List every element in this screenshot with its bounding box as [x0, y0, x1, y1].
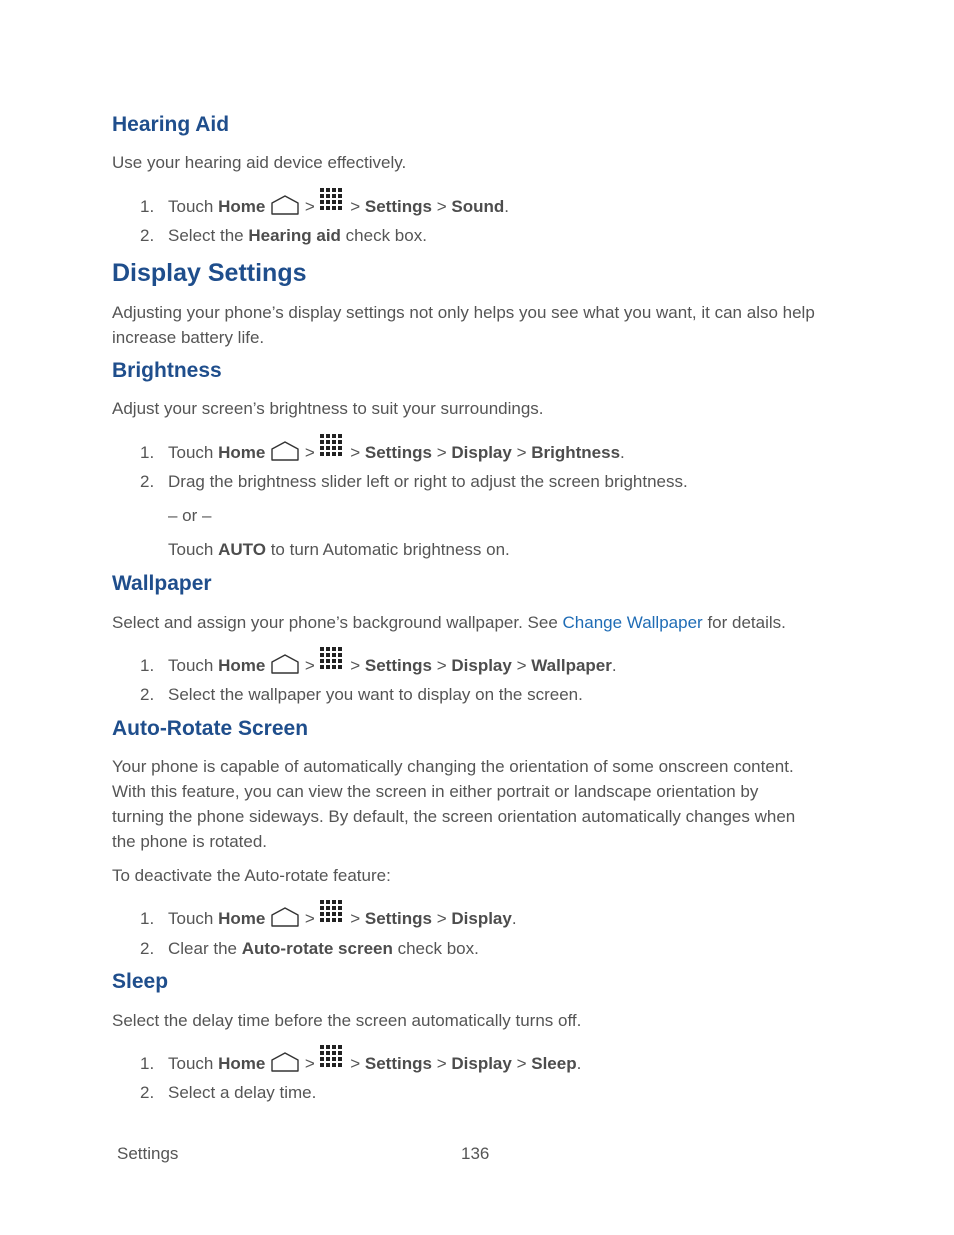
sleep-intro: Select the delay time before the screen automatically turns off.	[112, 1011, 582, 1030]
period: .	[504, 197, 509, 216]
settings-label: Settings	[364, 197, 432, 216]
step-number: 1.	[140, 197, 155, 216]
separator: >	[350, 443, 361, 462]
settings-label: Settings	[364, 656, 432, 675]
step-number: 1.	[140, 1054, 155, 1073]
footer-page-number: 136	[461, 1144, 490, 1163]
home-label: Home	[218, 197, 266, 216]
brightness-label: Brightness	[531, 443, 621, 462]
wallpaper-step-1	[140, 646, 840, 678]
apps-grid-icon	[319, 899, 345, 925]
separator: >	[350, 909, 361, 928]
sleep-label: Sleep	[531, 1054, 577, 1073]
settings-label: Settings	[364, 443, 432, 462]
display-label: Display	[451, 443, 512, 462]
brightness-alt-step	[168, 537, 510, 562]
step-number: 2.	[140, 226, 155, 245]
home-label: Home	[218, 656, 266, 675]
auto-rotate-step-1	[140, 899, 840, 931]
auto-label: AUTO	[218, 540, 266, 559]
period: .	[576, 1054, 582, 1073]
step-text: Touch	[168, 443, 214, 462]
separator: >	[436, 197, 447, 216]
hearing-aid-intro: Use your hearing aid device effectively.	[112, 153, 407, 172]
step-text: Touch	[168, 197, 214, 216]
apps-grid-icon	[319, 433, 345, 459]
display-label: Display	[451, 1054, 512, 1073]
intro-text: for details.	[707, 613, 786, 632]
step-text: Clear the	[168, 939, 237, 958]
period: .	[511, 909, 517, 928]
hearing-aid-step-2	[140, 223, 840, 248]
step-number: 2.	[140, 472, 155, 491]
period: .	[620, 443, 625, 462]
separator: >	[516, 656, 527, 675]
or-separator: – or –	[168, 506, 212, 525]
brightness-step-1	[140, 433, 840, 465]
auto-rotate-intro: Your phone is capable of automatically changing the orientation of some onscreen content. With this feature, you can view the screen in either portrait or landscape orientation by turning the phone sideways. By default, the screen orientation automatically changes when the phone is rotated.	[112, 757, 796, 851]
auto-rotate-deactivate: To deactivate the Auto-rotate feature:	[112, 866, 391, 885]
step-text: check box.	[397, 939, 479, 958]
step-number: 1.	[140, 443, 155, 462]
heading-display-settings: Display Settings	[112, 259, 307, 287]
step-text: Select a delay time.	[168, 1083, 317, 1102]
settings-label: Settings	[364, 1054, 432, 1073]
separator: >	[516, 443, 527, 462]
apps-grid-icon	[319, 1044, 345, 1070]
apps-grid-icon	[319, 646, 345, 672]
separator: >	[436, 909, 447, 928]
step-text: Drag the brightness slider left or right to adjust the screen brightness.	[168, 472, 688, 491]
change-wallpaper-link[interactable]: Change Wallpaper	[562, 613, 703, 632]
step-text: to turn Automatic brightness on.	[270, 540, 510, 559]
hearing-aid-step-1	[140, 187, 840, 219]
auto-rotate-step-2	[140, 936, 840, 961]
display-label: Display	[451, 656, 512, 675]
heading-auto-rotate: Auto-Rotate Screen	[112, 717, 309, 740]
auto-rotate-screen-label: Auto-rotate screen	[241, 939, 393, 958]
home-outline-icon	[270, 1052, 300, 1072]
wallpaper-intro	[112, 610, 852, 635]
wallpaper-step-2	[140, 682, 840, 707]
separator: >	[304, 443, 315, 462]
separator: >	[350, 197, 361, 216]
separator: >	[350, 656, 361, 675]
intro-text: Select and assign your phone’s background wallpaper. See	[112, 613, 558, 632]
step-number: 2.	[140, 1083, 155, 1102]
separator: >	[350, 1054, 361, 1073]
heading-wallpaper: Wallpaper	[112, 572, 212, 595]
step-text: Touch	[168, 656, 214, 675]
separator: >	[436, 443, 447, 462]
separator: >	[516, 1054, 527, 1073]
step-text: Touch	[168, 909, 214, 928]
home-outline-icon	[270, 654, 300, 674]
sound-label: Sound	[451, 197, 505, 216]
step-number: 2.	[140, 939, 155, 958]
step-text: check box.	[345, 226, 427, 245]
apps-grid-icon	[319, 187, 345, 213]
step-text: Select the	[168, 226, 244, 245]
separator: >	[304, 197, 315, 216]
separator: >	[436, 1054, 447, 1073]
separator: >	[304, 1054, 315, 1073]
step-number: 1.	[140, 909, 155, 928]
period: .	[611, 656, 617, 675]
sleep-step-2	[140, 1080, 840, 1105]
heading-sleep: Sleep	[112, 970, 169, 993]
home-outline-icon	[270, 195, 300, 215]
home-label: Home	[218, 443, 266, 462]
heading-brightness: Brightness	[112, 359, 222, 382]
step-number: 1.	[140, 656, 155, 675]
home-outline-icon	[270, 441, 300, 461]
separator: >	[436, 656, 447, 675]
step-number: 2.	[140, 685, 155, 704]
brightness-intro: Adjust your screen’s brightness to suit your surroundings.	[112, 399, 544, 418]
separator: >	[304, 909, 315, 928]
home-label: Home	[218, 1054, 266, 1073]
wallpaper-label: Wallpaper	[531, 656, 612, 675]
hearing-aid-label: Hearing aid	[248, 226, 341, 245]
separator: >	[304, 656, 315, 675]
step-text: Touch	[168, 540, 214, 559]
sleep-step-1	[140, 1044, 840, 1076]
home-label: Home	[218, 909, 266, 928]
heading-hearing-aid: Hearing Aid	[112, 113, 230, 136]
display-label: Display	[451, 909, 512, 928]
step-text: Touch	[168, 1054, 214, 1073]
settings-label: Settings	[364, 909, 432, 928]
home-outline-icon	[270, 907, 300, 927]
footer-section-name: Settings	[117, 1144, 179, 1163]
brightness-step-2	[140, 469, 840, 494]
display-settings-intro: Adjusting your phone’s display settings not only helps you see what you want, it can also help increase battery life.	[112, 303, 815, 347]
step-text: Select the wallpaper you want to display on the screen.	[168, 685, 583, 704]
